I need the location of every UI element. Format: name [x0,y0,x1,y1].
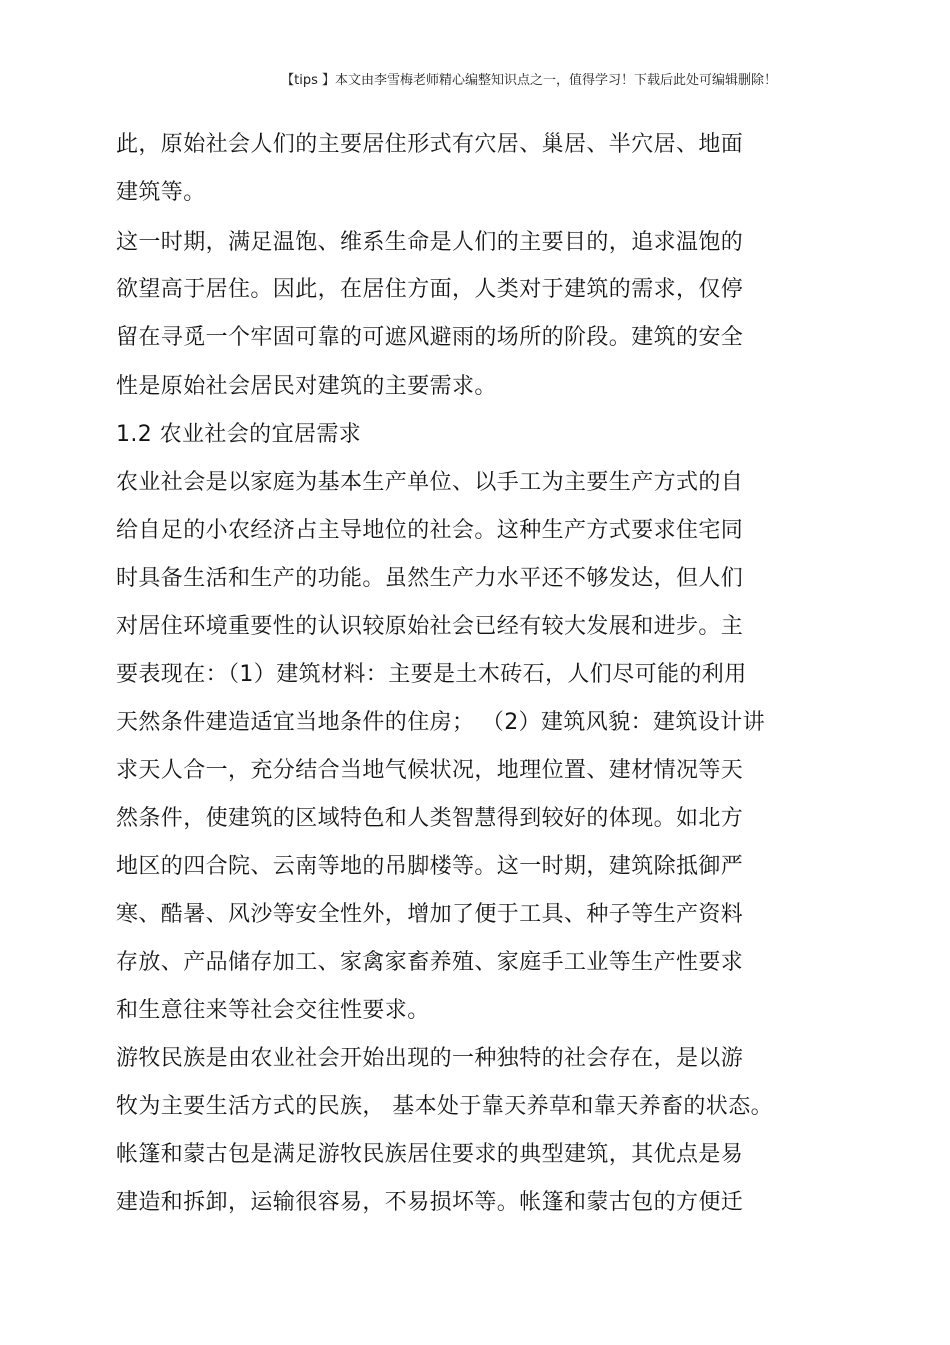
body-line: 天然条件建造适宜当地条件的住房； （2）建筑风貌：建筑设计讲 [116,710,765,735]
body-line: 牧为主要生活方式的民族， 基本处于靠天养草和靠天养畜的状态。 [116,1094,773,1119]
body-line: 求天人合一，充分结合当地气候状况，地理位置、建材情况等天 [116,758,744,783]
body-line: 地区的四合院、云南等地的吊脚楼等。这一时期，建筑除抵御严 [116,854,744,879]
body-line: 性是原始社会居民对建筑的主要需求。 [116,374,497,399]
body-line: 和生意往来等社会交往性要求。 [116,998,430,1023]
body-line: 欲望高于居住。因此，在居住方面，人类对于建筑的需求，仅停 [116,277,744,302]
body-line: 游牧民族是由农业社会开始出现的一种独特的社会存在，是以游 [116,1046,744,1071]
body-line: 建筑等。 [116,180,206,205]
body-line: 然条件，使建筑的区域特色和人类智慧得到较好的体现。如北方 [116,806,744,831]
body-line: 留在寻觅一个牢固可靠的可遮风避雨的场所的阶段。建筑的安全 [116,325,744,350]
section-heading: 1.2 农业社会的宜居需求 [116,422,362,447]
body-line: 时具备生活和生产的功能。虽然生产力水平还不够发达，但人们 [116,566,744,591]
body-line: 寒、酷暑、风沙等安全性外，增加了便于工具、种子等生产资料 [116,902,744,927]
body-line: 此，原始社会人们的主要居住形式有穴居、巢居、半穴居、地面 [116,132,744,157]
body-line: 农业社会是以家庭为基本生产单位、以手工为主要生产方式的自 [116,470,744,495]
body-line: 帐篷和蒙古包是满足游牧民族居住要求的典型建筑，其优点是易 [116,1142,744,1167]
body-line: 存放、产品储存加工、家禽家畜养殖、家庭手工业等生产性要求 [116,950,744,975]
body-line: 对居住环境重要性的认识较原始社会已经有较大发展和进步。主 [116,614,744,639]
body-line: 要表现在：（1）建筑材料：主要是土木砖石，人们尽可能的利用 [116,662,747,687]
body-line: 给自足的小农经济占主导地位的社会。这种生产方式要求住宅同 [116,518,744,543]
body-line: 这一时期，满足温饱、维系生命是人们的主要目的，追求温饱的 [116,230,744,255]
header-note: 【tips 】本文由李雪梅老师精心编整知识点之一，值得学习！下载后此处可编辑删除！ [281,73,777,88]
body-line: 建造和拆卸，运输很容易，不易损坏等。帐篷和蒙古包的方便迁 [116,1190,744,1215]
